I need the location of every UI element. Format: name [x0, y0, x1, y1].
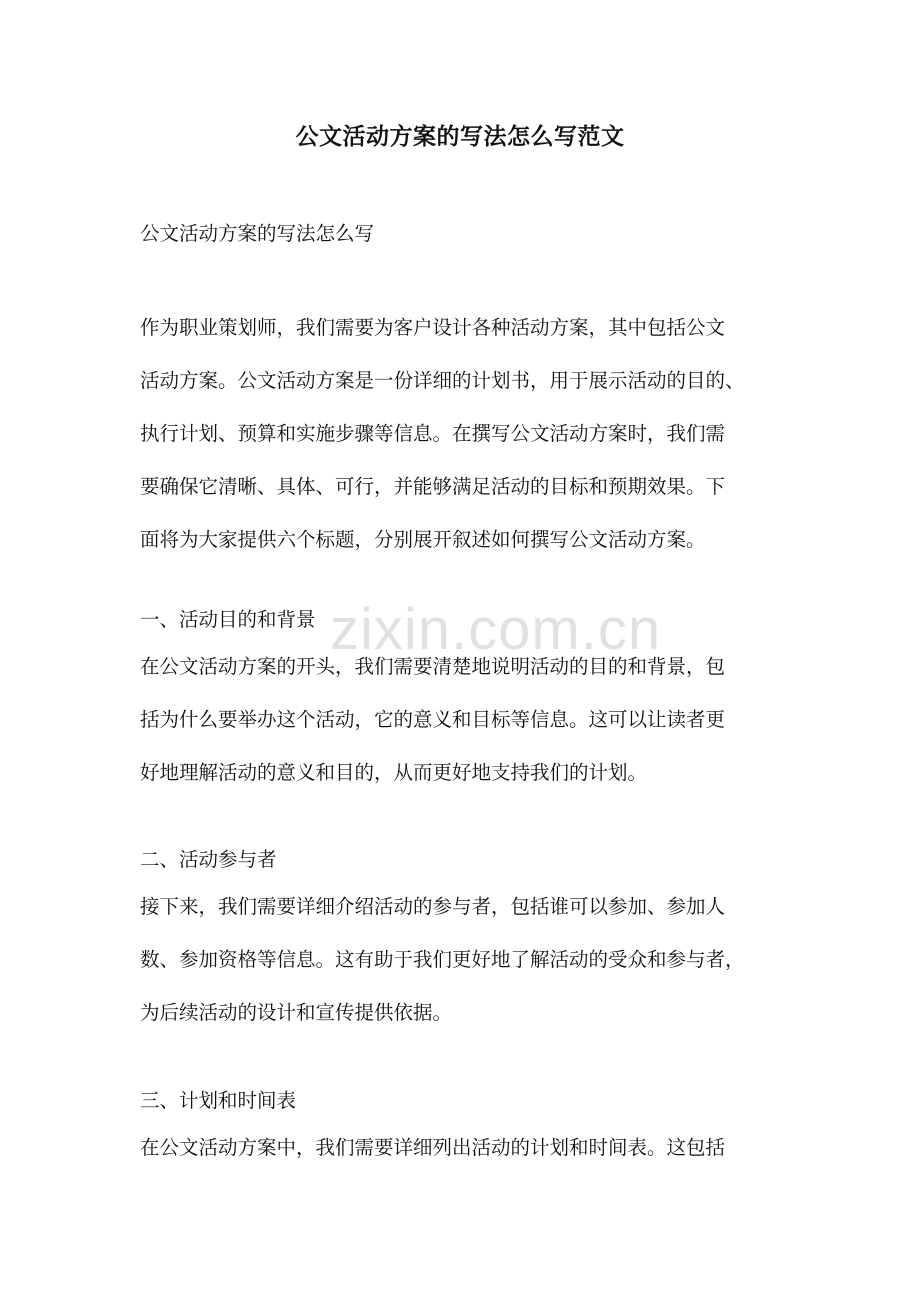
- section-heading: 一、活动目的和背景: [140, 608, 316, 631]
- intro-line: 要确保它清晰、具体、可行，并能够满足活动的目标和预期效果。下: [140, 475, 726, 498]
- document-subtitle: 公文活动方案的写法怎么写: [140, 222, 375, 245]
- section-heading: 三、计划和时间表: [140, 1089, 297, 1112]
- section-line: 好地理解活动的意义和目的，从而更好地支持我们的计划。: [140, 761, 648, 784]
- section-line: 接下来，我们需要详细介绍活动的参与者，包括谁可以参加、参加人: [140, 895, 726, 918]
- section-line: 数、参加资格等信息。这有助于我们更好地了解活动的受众和参与者，: [140, 948, 745, 971]
- section-line: 为后续活动的设计和宣传提供依据。: [140, 1001, 453, 1024]
- watermark: zixin.com.cn: [330, 597, 662, 662]
- intro-line: 活动方案。公文活动方案是一份详细的计划书，用于展示活动的目的、: [140, 369, 745, 392]
- intro-line: 作为职业策划师，我们需要为客户设计各种活动方案，其中包括公文: [140, 316, 726, 339]
- section-line: 在公文活动方案中，我们需要详细列出活动的计划和时间表。这包括: [140, 1136, 726, 1159]
- section-line: 在公文活动方案的开头，我们需要清楚地说明活动的目的和背景，包: [140, 655, 726, 678]
- section-heading: 二、活动参与者: [140, 848, 277, 871]
- section-line: 括为什么要举办这个活动，它的意义和目标等信息。这可以让读者更: [140, 708, 726, 731]
- intro-line: 执行计划、预算和实施步骤等信息。在撰写公文活动方案时，我们需: [140, 422, 726, 445]
- document-title: 公文活动方案的写法怎么写范文: [295, 123, 625, 150]
- intro-line: 面将为大家提供六个标题，分别展开叙述如何撰写公文活动方案。: [140, 528, 706, 551]
